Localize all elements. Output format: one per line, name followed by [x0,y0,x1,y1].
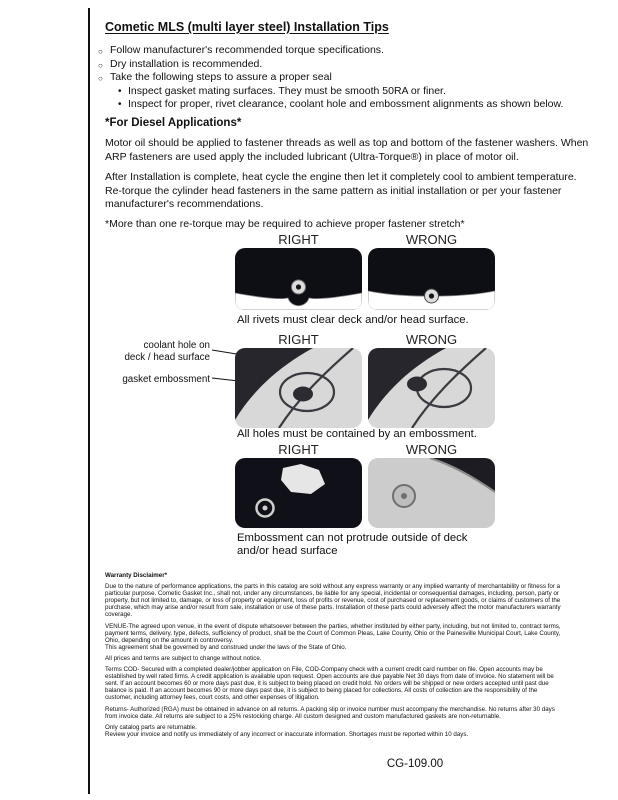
embossment-wrong-illustration [368,348,495,428]
gasket-embossment-callout: gasket embossment [122,374,210,385]
embossment-right-diagram [235,348,362,428]
embossment-wrong-diagram [368,348,495,428]
tip-item [98,58,598,71]
retorque-note: *More than one re-torque may be required to achieve proper fastener stretch* [105,218,465,230]
diesel-applications-heading: *For Diesel Applications* [105,117,242,129]
rivet-right-illustration [235,248,362,310]
callout-line: coolant hole on [143,340,210,351]
wrong-label: WRONG [405,232,458,247]
protrusion-right-illustration [235,458,362,528]
tip-sub-item [116,85,598,98]
legal-paragraph: Review your invoice and notify us immediately of any incorrect or inaccurate information. Shortages must be reported within 10 days. [105,730,469,738]
legal-paragraph: Returns- Authorized (RGA) must be obtained in advance on all returns. A packing slip or invoice number must accompany the merchandise. No returns after 30 days from invoice date. All returns are subject to a 25% restocking charge. All custom designed and custom manufactured gaskets are non-returnable. [105,705,555,720]
protrusion-wrong-illustration [368,458,495,528]
right-label: RIGHT [278,232,319,247]
rivet-clearance-wrong-diagram [368,248,495,310]
legal-paragraph: All prices and terms are subject to change without notice. [105,654,262,662]
protrusion-wrong-diagram [368,458,495,528]
page-title: Cometic MLS (multi layer steel) Installation Tips [105,20,389,34]
rivet-wrong-illustration [368,248,495,310]
rivet-clearance-right-diagram [235,248,362,310]
tip-text: Take the following steps to assure a proper seal [110,71,332,83]
diagram-section [0,230,618,562]
row2-caption: All holes must be contained by an embossment. [237,428,477,440]
coolant-hole-icon [407,377,427,392]
tip-text: Follow manufacturer's recommended torque specifications. [110,44,384,56]
warranty-disclaimer-section [105,572,565,742]
installation-tips-list [98,44,598,112]
legal-paragraph: Due to the nature of performance applications, the parts in this catalog are sold without any express warranty or any implied warranty of merchantability or fitness for a particular purpose. Cometic Gasket Inc., shall not, under any circumstances, be liable for any special, incidental or consequential damages, including, person, party or property, but not limited to, damage, or loss of property or equipment, loss of profits or revenue, cost of purchased or replacement goods, or claims of customers of the purchase, which may arise and/or result from sale, installation or use of these parts. Installation of these parts could adversely affect the motor manufacturers warranty coverage. [105,583,561,619]
diesel-paragraph-2: After Installation is complete, heat cycle the engine then let it completely cool to ambient temperature. Re-torque the cylinder head fasteners in the same pattern as initial installation or per your fastener manufacturer's recommendations. [105,171,577,210]
legal-paragraph: VENUE-The agreed upon venue, in the event of dispute whatsoever between the parties, whether instituted by either party, including, but not limited to, contract terms, payment terms, delivery, type, defects, sufficiency of product, shall be the Court of Common Pleas, Lake County, Ohio or the Painesville Municipal Court, Lake County, Ohio, depending on the amount in controversy. [105,622,561,644]
tip-text: Inspect gasket mating surfaces. They must be smooth 50RA or finer. [128,84,446,97]
embossment-right-illustration [235,348,362,428]
tip-sub-item [116,98,598,111]
row3-caption: Embossment can not protrude outside of deck and/or head surface [237,532,468,557]
callout-line: deck / head surface [124,351,210,363]
legal-paragraph: Only catalog parts are returnable. [105,723,197,731]
wrong-label: WRONG [405,442,458,457]
tip-item [98,71,598,84]
right-label: RIGHT [278,332,319,347]
right-label: RIGHT [278,442,319,457]
protrusion-right-diagram [235,458,362,528]
legal-paragraph: This agreement shall be governed by and construed under the laws of the State of Ohio. [105,643,347,651]
coolant-hole-icon [293,387,313,402]
diesel-paragraph-1: Motor oil should be applied to fastener threads as well as top and bottom of the fastener washers. When ARP fasteners are used apply the included lubricant (Ultra-Torque®) in place of motor oil. [105,137,589,163]
coolant-hole-callout [118,340,210,363]
legal-paragraph: Terms COD- Secured with a completed dealer/jobber application on File, COD-Company check with a current credit card number on file. Open accounts may be established by well rated firms. A credit application is available upon request. Open accounts are due payable Net 30 days from date of invoice. No statement will be sent. If an account becomes 60 or more days past due, it is subject to being placed on credit hold. No orders will be shipped or new orders accepted until past due balance is paid. If an account becomes 90 or more days past due, it is subject to being placed for collections. All costs of collection are the responsibility of the customer, including attorney fees, court costs, and other expenses of litigation. [105,666,554,702]
tip-item [98,44,598,57]
warranty-disclaimer-heading: Warranty Disclaimer* [105,572,168,579]
tip-text: Dry installation is recommended. [110,57,263,70]
tip-text: Inspect for proper, rivet clearance, coolant hole and embossment alignments as shown below. [128,98,564,110]
wrong-label: WRONG [405,332,458,347]
page-number: CG-109.00 [386,758,444,770]
row1-caption: All rivets must clear deck and/or head surface. [237,314,469,326]
